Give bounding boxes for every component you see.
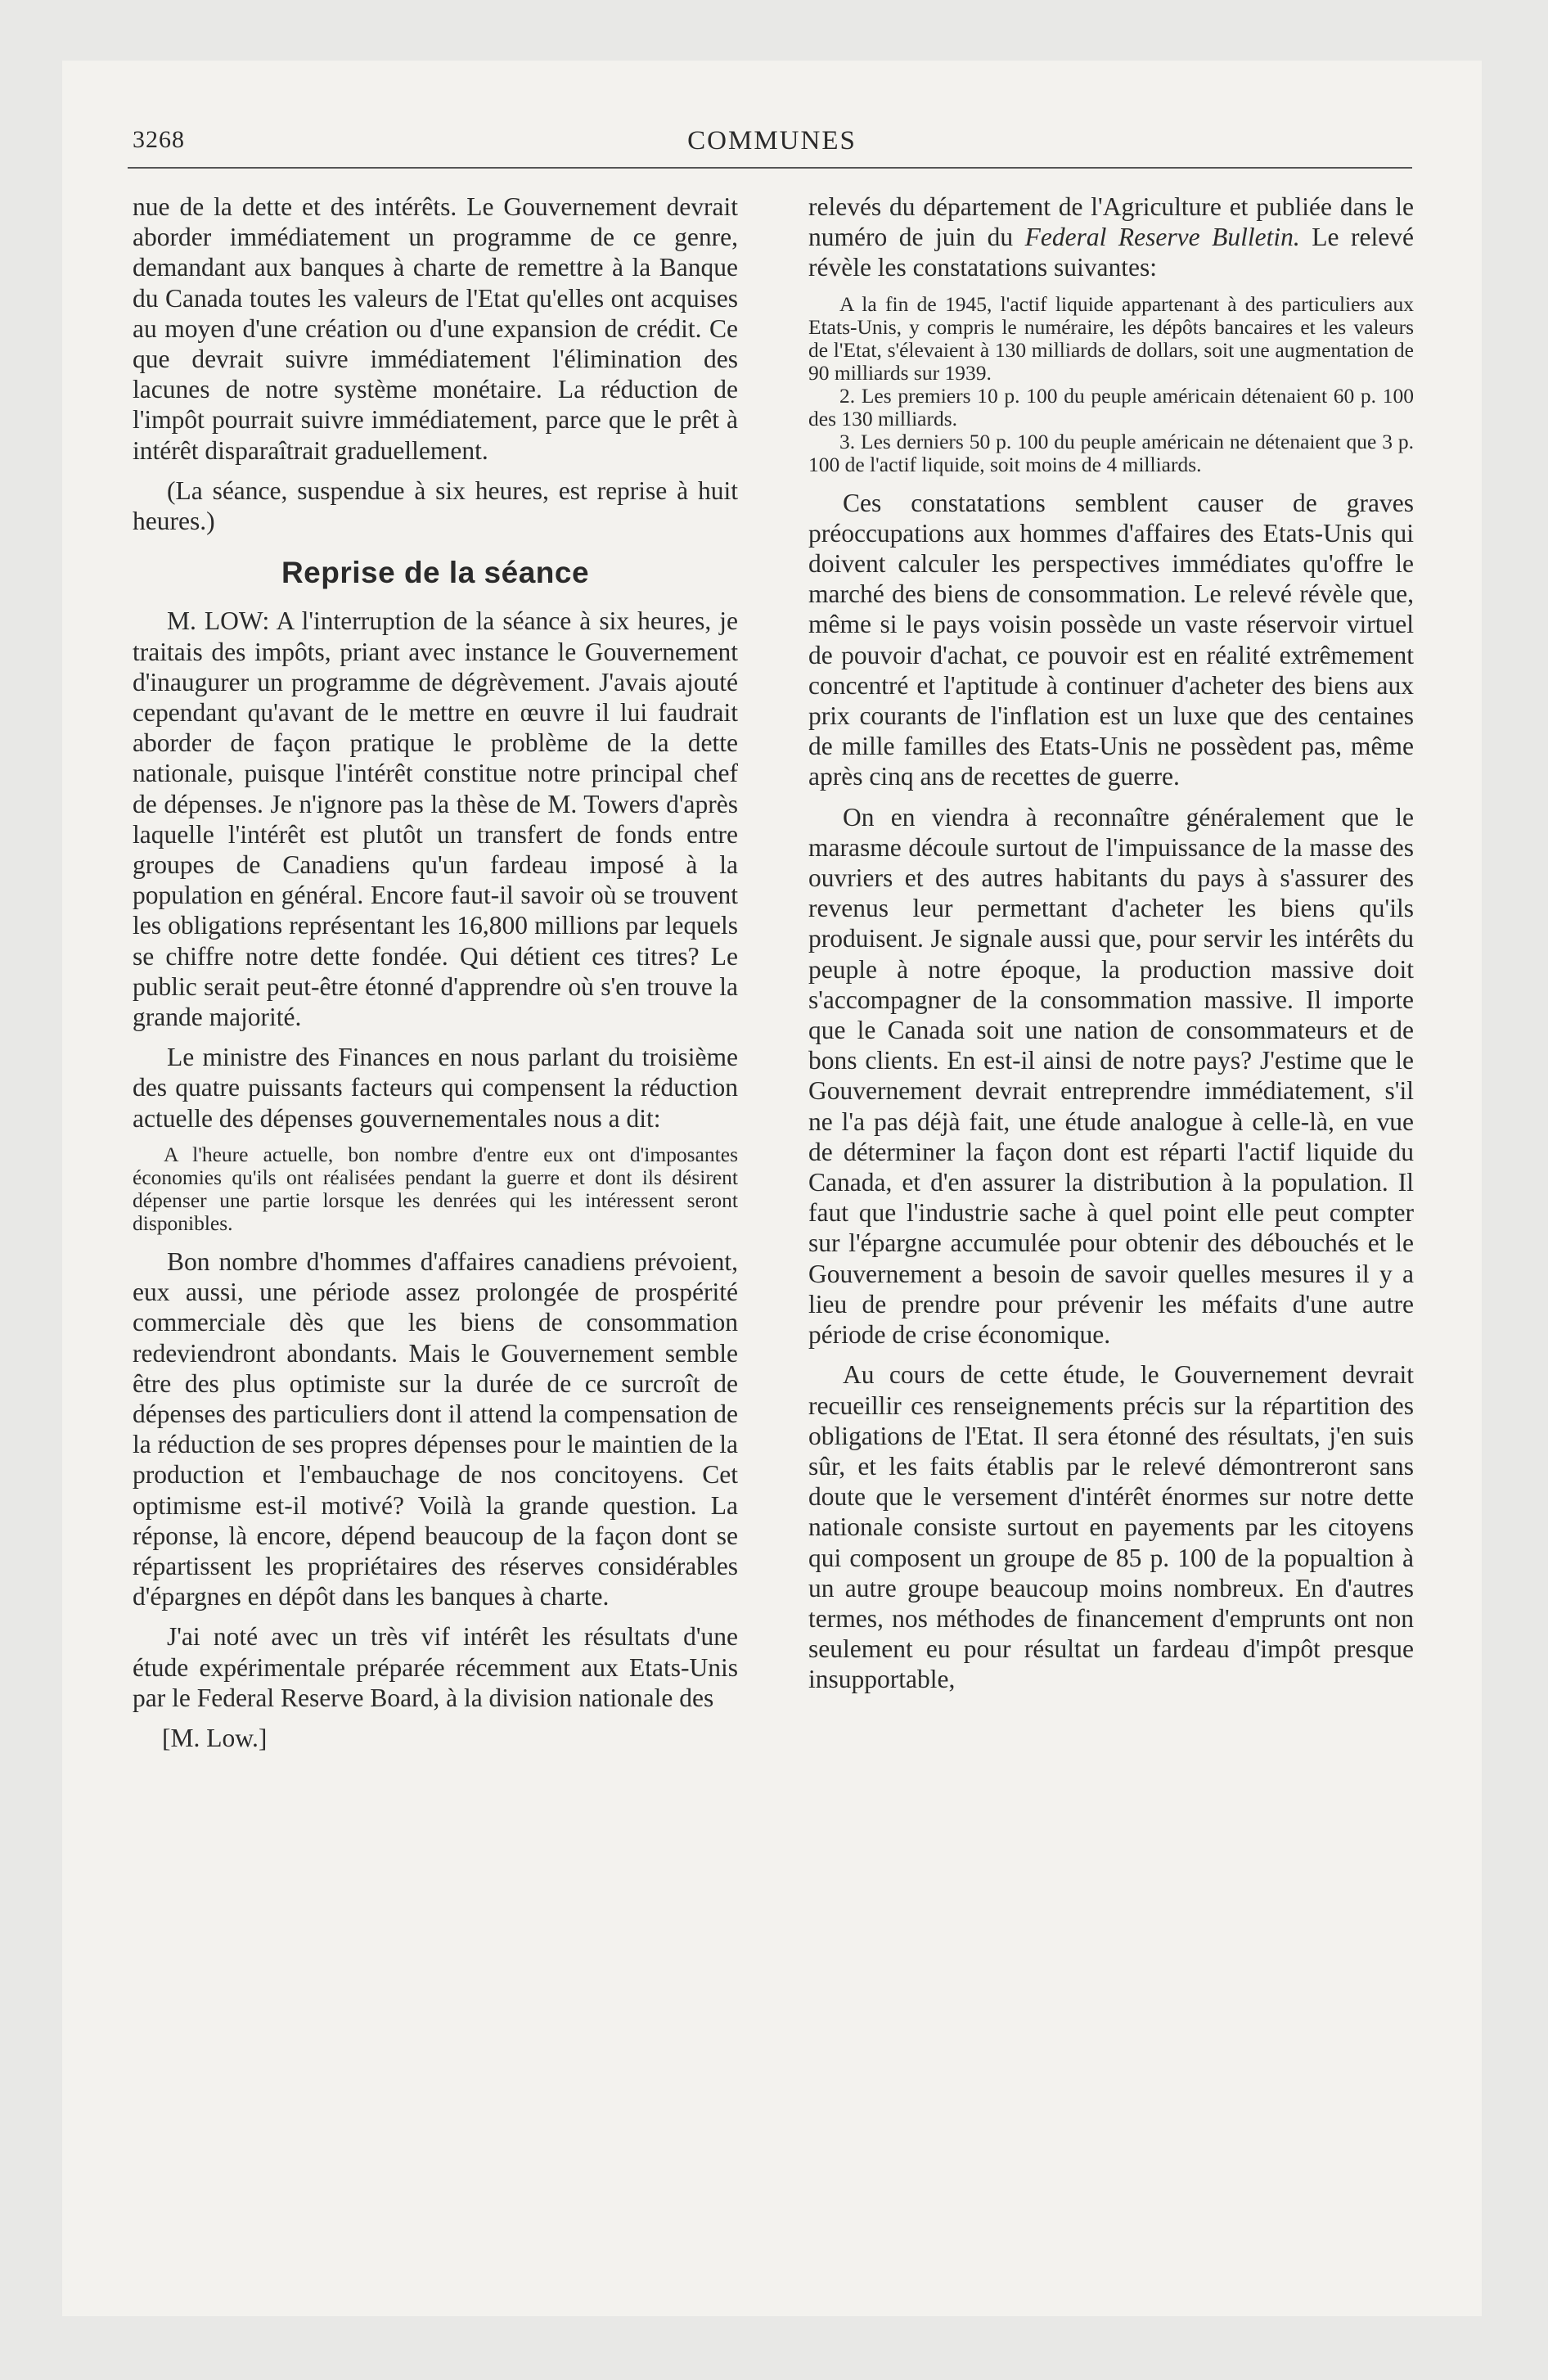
paragraph bbox=[808, 192, 1414, 283]
quote-item: A la fin de 1945, l'actif liquide appartenant à des particuliers aux Etats-Unis, y compris le numéraire, les dépôts bancaires et les valeurs de l'Etat, s'élevaient à 130 milliards de dollars, soit une augmentation de 90 milliards sur 1939. bbox=[808, 291, 1414, 385]
right-column bbox=[808, 192, 1414, 1705]
left-column bbox=[133, 192, 738, 1763]
paragraph: On en viendra à reconnaître généralement que le marasme découle surtout de l'impuissance de la masse des ouvriers et des autres habitants du pays à s'assurer des revenus leur permettant d'acheter les biens qu'ils produisent. Je signale aussi que, pour servir les intérêts du peuple à notre époque, la production massive doit s'accompagner de la consommation massive. Il importe que le Canada soit une nation de consommateurs et de bons clients. En est-il ainsi de notre pays? J'estime que le Gouvernement devrait entreprendre immédiatement, s'il ne l'a pas déjà fait, une étude analogue à celle-là, en vue de déterminer la façon dont est réparti l'actif liquide du Canada, et d'en assurer la distribution à la population. Il faut que l'industrie sache à quel point elle peut compter sur l'épargne accumulée pour obtenir des débouchés et le Gouvernement a besoin de savoir quelles mesures il y a lieu de prendre pour prévenir les méfaits d'une autre période de crise économique. bbox=[808, 802, 1414, 1350]
paragraph: Ces constatations semblent causer de graves préoccupations aux hommes d'affaires des Etats-Unis qui doivent calculer les perspectives immédiates qu'offre le marché des biens de consommation. Le relevé révèle que, même si le pays voisin possède un vaste réservoir virtuel de pouvoir d'achat, ce pouvoir est en réalité extrêmement concentré et l'aptitude à continuer d'acheter des biens aux prix courants de l'inflation est un luxe que des centaines de mille familles des Etats-Unis ne possèdent pas, même après cinq ans de recettes de guerre. bbox=[808, 488, 1414, 791]
block-quote bbox=[808, 293, 1414, 476]
section-heading: Reprise de la séance bbox=[281, 556, 590, 590]
paragraph: nue de la dette et des intérêts. Le Gouvernement devrait aborder immédiatement un programme de ce genre, demandant aux banques à charte de remettre à la Banque du Canada toutes les valeurs de l'Etat qu'elles ont acquises au moyen d'une création ou d'une expansion de crédit. Ce que devrait suivre immédiatement l'élimination des lacunes de notre système monétaire. La réduction de l'impôt pourrait suivre immédiatement, parce que le prêt à intérêt disparaîtrait graduellement. bbox=[133, 192, 738, 465]
running-title: COMMUNES bbox=[687, 126, 857, 156]
speech-paragraph: M. LOW: A l'interruption de la séance à six heures, je traitais des impôts, priant avec instance le Gouvernement d'inaugurer un programme de dégrèvement. J'avais ajouté cependant qu'avant de le mettre en œuvre il lui faudrait aborder de façon pratique le problème de la dette nationale, puisque l'intérêt constitue notre principal chef de dépenses. Je n'ignore pas la thèse de M. Towers d'après laquelle l'intérêt est plutôt un transfert de fonds entre groupes de Canadiens qu'un fardeau imposé à la population en général. Encore faut-il savoir où se trouvent les obligations représentant les 16,800 millions par lequels se chiffre notre dette fondée. Qui détient ces titres? Le public serait peut-être étonné d'apprendre où s'en trouve la grande majorité. bbox=[133, 606, 738, 1032]
quote-item: 2. Les premiers 10 p. 100 du peuple américain détenaient 60 p. 100 des 130 milliards. bbox=[808, 383, 1414, 430]
procedural-note: (La séance, suspendue à six heures, est reprise à huit heures.) bbox=[133, 476, 738, 536]
quote-item: 3. Les derniers 50 p. 100 du peuple américain ne détenaient que 3 p. 100 de l'actif liquide, soit moins de 4 milliards. bbox=[808, 429, 1414, 476]
paragraph: Le ministre des Finances en nous parlant du troisième des quatre puissants facteurs qui compensent la réduction actuelle des dépenses gouvernementales nous a dit: bbox=[133, 1043, 738, 1133]
speaker-tag: [M. Low.] bbox=[162, 1723, 268, 1752]
paragraph: J'ai noté avec un très vif intérêt les résultats d'une étude expérimentale préparée récemment aux Etats-Unis par le Federal Reserve Board, à la division nationale des bbox=[133, 1622, 738, 1712]
paragraph: Au cours de cette étude, le Gouvernement devrait recueillir ces renseignements précis sur la répartition des obligations de l'Etat. Il sera étonné des résultats, j'en suis sûr, et les faits établis par le relevé démontreront sans doute que le versement d'intérêt énormes sur notre dette nationale consiste surtout en payements par les citoyens qui composent un groupe de 85 p. 100 de la popualtion à un autre groupe beaucoup moins nombreux. En d'autres termes, nos méthodes de financement d'emprunts ont non seulement eu pour résultat un fardeau d'impôt presque insupportable, bbox=[808, 1360, 1414, 1694]
page-number: 3268 bbox=[133, 126, 185, 153]
journal-title: Federal Reserve Bulletin. bbox=[1024, 223, 1300, 252]
text-run: relevés du département de l'Agriculture et publiée dans le numéro de juin du bbox=[808, 192, 1414, 252]
text-run: Le relevé révèle les constatations suivantes: bbox=[808, 223, 1414, 282]
scanned-page bbox=[62, 61, 1482, 2316]
block-quote bbox=[133, 1143, 738, 1235]
paragraph: Bon nombre d'hommes d'affaires canadiens prévoient, eux aussi, une période assez prolongée de prospérité commerciale dès que les biens de consommation redeviendront abondants. Mais le Gouvernement semble être des plus optimiste sur la durée de ce surcroît de dépenses des particuliers dont il attend la compensation de la réduction de ses propres dépenses pour le maintien de la production et l'embauchage de nos concitoyens. Cet optimisme est-il motivé? Voilà la grande question. La réponse, là encore, dépend beaucoup de la façon dont se répartissent les propriétaires des réserves considérables d'épargnes en dépôt dans les banques à charte. bbox=[133, 1246, 739, 1611]
quote-text: A l'heure actuelle, bon nombre d'entre eux ont d'imposantes économies qu'ils ont réalisées pendant la guerre et dont ils désirent dépenser une partie lorsque les denrées qui les intéressent seront disponibles. bbox=[133, 1142, 738, 1235]
header-rule bbox=[128, 167, 1412, 169]
